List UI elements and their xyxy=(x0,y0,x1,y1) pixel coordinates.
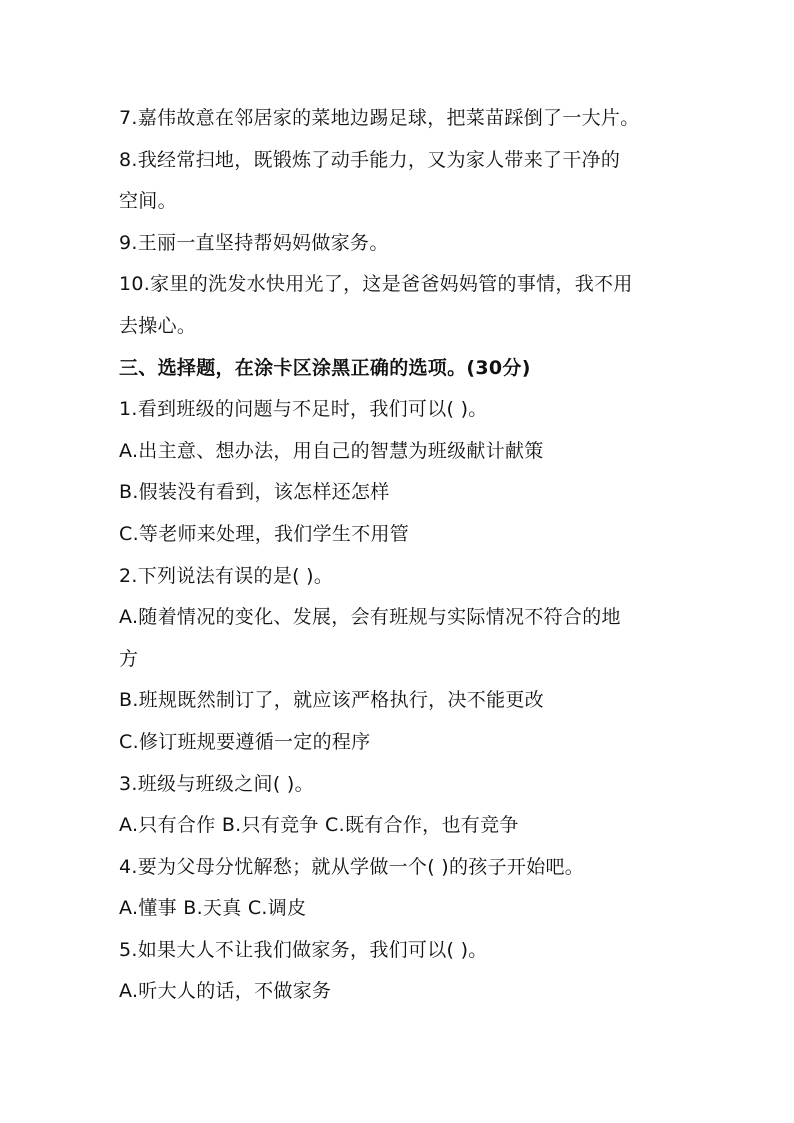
judgment-item-7: 7.嘉伟故意在邻居家的菜地边踢足球，把菜苗踩倒了一大片。 xyxy=(119,107,640,129)
judgment-item-8-line-1: 8.我经常扫地，既锻炼了动手能力，又为家人带来了干净的 xyxy=(119,148,621,171)
question-3-options: A.只有合作 B.只有竞争 C.既有合作，也有竞争 xyxy=(119,814,519,837)
question-1-option-a: A.出主意、想办法，用自己的智慧为班级献计献策 xyxy=(119,439,544,462)
question-2-option-b: B.班规既然制订了，就应该严格执行，决不能更改 xyxy=(119,689,544,712)
document-page xyxy=(119,98,689,1013)
question-1-option-c: C.等老师来处理，我们学生不用管 xyxy=(119,522,410,545)
question-1: 1.看到班级的问题与不足时，我们可以( )。 xyxy=(119,398,488,421)
question-2: 2.下列说法有误的是( )。 xyxy=(119,564,334,587)
section-heading-choice: 三、选择题，在涂卡区涂黑正确的选项。(30分) xyxy=(119,356,531,379)
judgment-item-9: 9.王丽一直坚持帮妈妈做家务。 xyxy=(119,231,389,254)
question-2-option-c: C.修订班规要遵循一定的程序 xyxy=(119,730,371,753)
question-5-option-a: A.听大人的话，不做家务 xyxy=(119,980,332,1003)
question-3: 3.班级与班级之间( )。 xyxy=(119,772,314,795)
judgment-item-8-line-2: 空间。 xyxy=(119,190,177,213)
question-2-option-a-line-1: A.随着情况的变化、发展，会有班规与实际情况不符合的地 xyxy=(119,606,621,629)
judgment-item-10-line-1: 10.家里的洗发水快用光了，这是爸爸妈妈管的事情，我不用 xyxy=(119,273,633,296)
question-2-option-a-line-2: 方 xyxy=(119,647,139,670)
question-5: 5.如果大人不让我们做家务，我们可以( )。 xyxy=(119,938,488,961)
judgment-item-10-line-2: 去操心。 xyxy=(119,314,197,337)
question-4: 4.要为父母分忧解愁；就从学做一个( )的孩子开始吧。 xyxy=(119,855,585,878)
question-4-options: A.懂事 B.天真 C.调皮 xyxy=(119,897,307,920)
question-1-option-b: B.假装没有看到，该怎样还怎样 xyxy=(119,481,390,504)
